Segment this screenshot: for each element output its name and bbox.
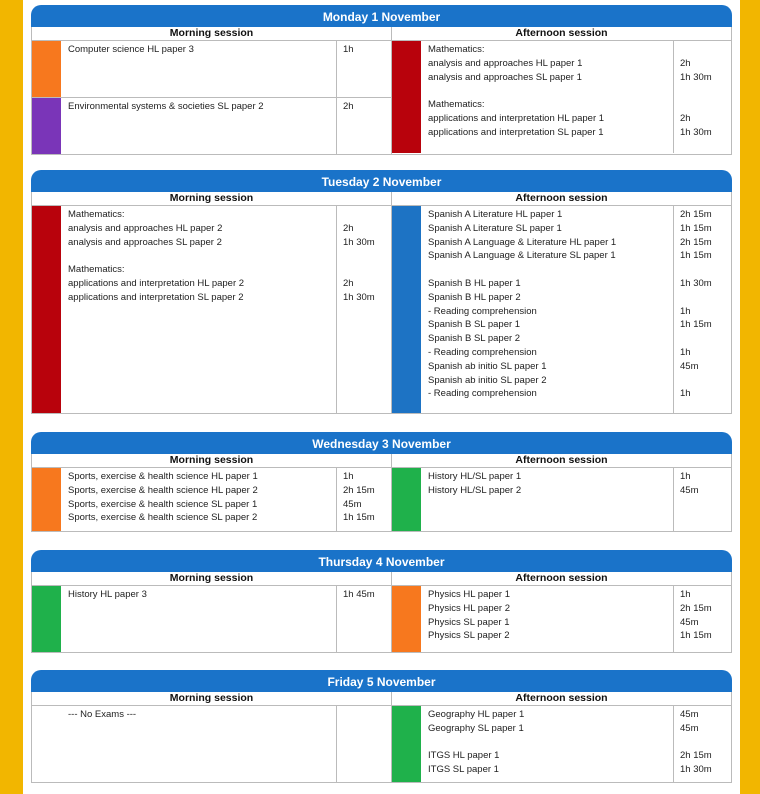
paper-durations <box>337 206 391 413</box>
paper-names <box>421 41 674 153</box>
paper-duration: 2h <box>680 57 691 69</box>
paper-name: History HL/SL paper 1 <box>428 471 522 482</box>
exam-block <box>32 97 391 154</box>
paper-name: Spanish B SL paper 2 <box>428 333 521 345</box>
paper-duration <box>680 291 731 305</box>
paper-duration: 1h 15m <box>343 512 375 524</box>
day-body <box>31 41 732 155</box>
paper-name <box>428 84 673 98</box>
paper-name: History HL/SL paper 2 <box>428 484 522 496</box>
paper-name: Sports, exercise & health science HL paper 1 <box>68 471 258 482</box>
exam-block <box>392 468 731 531</box>
exam-block <box>32 206 391 413</box>
morning-session-label: Morning session <box>32 454 392 467</box>
paper-name <box>68 249 336 263</box>
session-headers <box>31 192 732 206</box>
paper-name: Mathematics: <box>68 209 125 220</box>
paper-duration <box>680 374 731 388</box>
exam-block <box>392 206 731 413</box>
paper-durations <box>674 41 731 153</box>
paper-duration <box>343 249 391 263</box>
day-section <box>31 170 732 414</box>
afternoon-session-label: Afternoon session <box>515 454 608 466</box>
paper-duration <box>343 263 391 277</box>
subject-color-bar <box>32 706 61 782</box>
paper-duration: 1h 30m <box>680 71 712 83</box>
paper-name: Mathematics: <box>68 264 125 276</box>
paper-name: Geography SL paper 1 <box>428 722 524 734</box>
subject-color-bar <box>32 468 61 531</box>
morning-session-label: Morning session <box>32 27 392 40</box>
session-headers <box>31 27 732 41</box>
paper-duration: 2h 15m <box>680 602 712 614</box>
paper-duration: 2h <box>343 101 354 112</box>
paper-durations <box>337 98 391 154</box>
paper-duration: 2h <box>343 222 354 234</box>
day-header: Monday 1 November <box>31 5 732 27</box>
paper-name: Geography HL paper 1 <box>428 709 525 720</box>
paper-name: applications and interpretation SL paper 1 <box>428 126 604 138</box>
afternoon-column <box>392 41 731 154</box>
paper-duration: 2h 15m <box>680 209 712 220</box>
paper-name: Physics HL paper 2 <box>428 602 511 614</box>
paper-name: applications and interpretation SL paper 2 <box>68 291 244 303</box>
paper-name: Computer science HL paper 3 <box>68 44 194 55</box>
exam-block <box>392 706 731 782</box>
paper-names <box>421 468 674 531</box>
paper-name: --- No Exams --- <box>68 709 137 720</box>
paper-names <box>61 98 337 154</box>
paper-names <box>61 706 337 782</box>
day-section <box>31 432 732 532</box>
paper-name: - Reading comprehension <box>428 305 537 317</box>
paper-name <box>428 263 673 277</box>
afternoon-column <box>392 206 731 413</box>
paper-duration: 2h <box>343 277 354 289</box>
paper-duration <box>680 736 731 750</box>
paper-name: Spanish ab initio SL paper 1 <box>428 360 547 372</box>
subject-color-bar <box>32 98 61 154</box>
paper-duration: 45m <box>680 360 699 372</box>
day-section <box>31 550 732 653</box>
paper-duration: 1h 30m <box>343 291 375 303</box>
paper-duration: 1h <box>680 346 691 358</box>
paper-name: Spanish B HL paper 2 <box>428 291 521 303</box>
afternoon-column <box>392 468 731 531</box>
paper-name: applications and interpretation HL paper 1 <box>428 112 605 124</box>
paper-name: Sports, exercise & health science HL paper 2 <box>68 484 258 496</box>
paper-name: Spanish A Language & Literature SL paper 1 <box>428 250 616 262</box>
session-headers <box>31 572 732 586</box>
timetable-page <box>23 0 740 794</box>
paper-name: Physics SL paper 2 <box>428 630 510 642</box>
paper-duration: 1h 15m <box>680 250 712 262</box>
paper-name: analysis and approaches HL paper 2 <box>68 222 223 234</box>
day-body <box>31 468 732 532</box>
subject-color-bar <box>392 468 421 531</box>
paper-name: Physics SL paper 1 <box>428 616 510 628</box>
subject-color-bar <box>32 586 61 652</box>
morning-session-label: Morning session <box>32 192 392 205</box>
paper-duration: 1h 30m <box>680 764 712 776</box>
paper-duration <box>680 43 731 57</box>
paper-duration <box>680 263 731 277</box>
paper-duration: 1h 45m <box>343 589 375 600</box>
afternoon-column <box>392 586 731 652</box>
paper-duration: 1h 15m <box>680 319 712 331</box>
paper-duration: 1h 15m <box>680 222 712 234</box>
paper-duration: 45m <box>343 498 362 510</box>
paper-duration: 45m <box>680 709 699 720</box>
exam-block <box>392 41 731 153</box>
paper-name: History HL paper 3 <box>68 589 147 600</box>
paper-duration: 1h <box>680 471 691 482</box>
paper-duration: 1h <box>680 388 691 400</box>
day-body <box>31 206 732 414</box>
paper-duration <box>680 332 731 346</box>
exam-block <box>32 706 391 782</box>
session-headers <box>31 692 732 706</box>
paper-name <box>428 736 673 750</box>
exam-block <box>32 586 391 652</box>
paper-names <box>61 206 337 413</box>
day-section <box>31 5 732 155</box>
morning-column <box>32 41 392 154</box>
paper-name: Spanish A Literature HL paper 1 <box>428 209 563 220</box>
morning-session-label: Morning session <box>32 572 392 585</box>
paper-name: analysis and approaches SL paper 1 <box>428 71 582 83</box>
paper-duration: 2h 15m <box>680 750 712 762</box>
paper-duration: 2h 15m <box>343 484 375 496</box>
afternoon-session-label: Afternoon session <box>515 192 608 204</box>
exam-block <box>32 468 391 531</box>
paper-duration <box>680 84 731 98</box>
day-body <box>31 706 732 783</box>
paper-names <box>61 41 337 97</box>
day-header: Thursday 4 November <box>31 550 732 572</box>
paper-name: Sports, exercise & health science SL paper 1 <box>68 498 258 510</box>
paper-name: ITGS SL paper 1 <box>428 764 499 776</box>
paper-duration: 1h 30m <box>343 236 375 248</box>
paper-name: Spanish B HL paper 1 <box>428 277 521 289</box>
paper-name: - Reading comprehension <box>428 346 537 358</box>
day-header: Friday 5 November <box>31 670 732 692</box>
exam-block <box>392 586 731 652</box>
paper-duration <box>343 208 391 222</box>
paper-name: Spanish A Language & Literature HL paper 1 <box>428 236 617 248</box>
paper-durations <box>674 206 731 413</box>
paper-names <box>61 468 337 531</box>
paper-names <box>421 706 674 782</box>
exam-block <box>32 41 391 97</box>
paper-name: applications and interpretation HL paper 2 <box>68 277 245 289</box>
subject-color-bar <box>32 206 61 413</box>
paper-names <box>61 586 337 652</box>
paper-names <box>421 586 674 652</box>
morning-column <box>32 468 392 531</box>
paper-name: Spanish B SL paper 1 <box>428 319 521 331</box>
paper-duration <box>680 98 731 112</box>
paper-name: ITGS HL paper 1 <box>428 750 500 762</box>
afternoon-session-label: Afternoon session <box>515 692 608 704</box>
paper-name: Environmental systems & societies SL paper 2 <box>68 101 264 112</box>
paper-name: Mathematics: <box>428 44 485 55</box>
session-headers <box>31 454 732 468</box>
paper-name: - Reading comprehension <box>428 388 537 400</box>
morning-column <box>32 586 392 652</box>
day-body <box>31 586 732 653</box>
paper-duration: 45m <box>680 484 699 496</box>
subject-color-bar <box>392 586 421 652</box>
subject-color-bar <box>392 706 421 782</box>
paper-duration: 1h <box>343 44 354 55</box>
paper-durations <box>674 586 731 652</box>
paper-duration: 1h <box>343 471 354 482</box>
paper-durations <box>674 468 731 531</box>
paper-duration <box>343 708 391 722</box>
paper-duration: 2h <box>680 112 691 124</box>
paper-duration: 45m <box>680 616 699 628</box>
paper-name: Physics HL paper 1 <box>428 589 511 600</box>
paper-duration: 1h 15m <box>680 630 712 642</box>
afternoon-column <box>392 706 731 782</box>
paper-name: Spanish A Literature SL paper 1 <box>428 222 562 234</box>
day-header: Tuesday 2 November <box>31 170 732 192</box>
subject-color-bar <box>392 41 421 153</box>
paper-names <box>421 206 674 413</box>
paper-name: analysis and approaches SL paper 2 <box>68 236 222 248</box>
day-section <box>31 670 732 783</box>
paper-duration: 45m <box>680 722 699 734</box>
paper-durations <box>337 468 391 531</box>
paper-duration: 2h 15m <box>680 236 712 248</box>
day-header: Wednesday 3 November <box>31 432 732 454</box>
paper-durations <box>337 706 391 782</box>
paper-name: Mathematics: <box>428 99 485 111</box>
paper-name: Sports, exercise & health science SL paper 2 <box>68 512 258 524</box>
paper-durations <box>674 706 731 782</box>
paper-name: Spanish ab initio SL paper 2 <box>428 374 547 386</box>
morning-session-label: Morning session <box>32 692 392 705</box>
morning-column <box>32 206 392 413</box>
paper-duration: 1h 30m <box>680 126 712 138</box>
paper-durations <box>337 41 391 97</box>
paper-duration: 1h <box>680 305 691 317</box>
afternoon-session-label: Afternoon session <box>515 27 608 39</box>
paper-name: analysis and approaches HL paper 1 <box>428 57 583 69</box>
morning-column <box>32 706 392 782</box>
afternoon-session-label: Afternoon session <box>515 572 608 584</box>
subject-color-bar <box>32 41 61 97</box>
subject-color-bar <box>392 206 421 413</box>
paper-duration: 1h 30m <box>680 277 712 289</box>
paper-durations <box>337 586 391 652</box>
paper-duration: 1h <box>680 589 691 600</box>
